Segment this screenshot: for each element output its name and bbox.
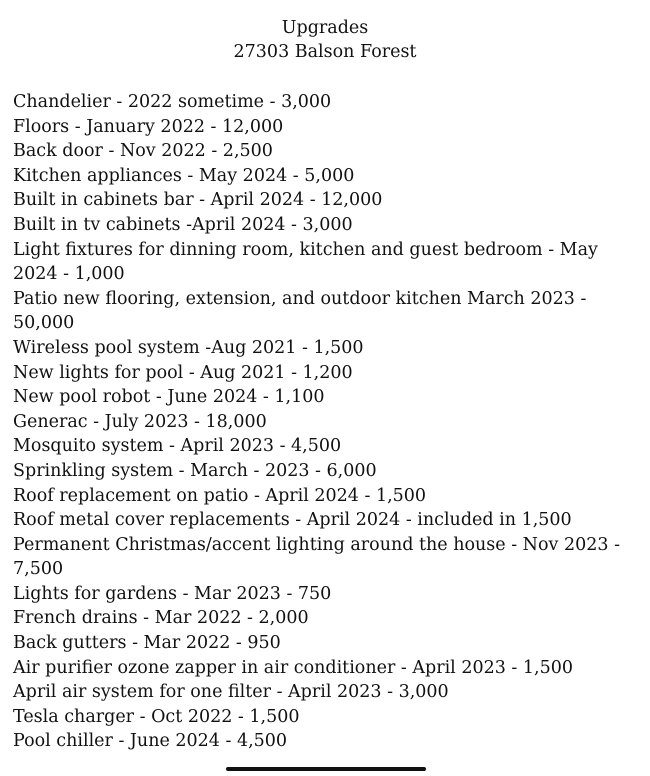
list-item: Kitchen appliances - May 2024 - 5,000 — [13, 165, 355, 186]
list-item: Lights for gardens - Mar 2023 - 750 — [13, 583, 332, 604]
property-address: 27303 Balson Forest — [233, 42, 417, 62]
list-item: Built in tv cabinets -April 2024 - 3,000 — [13, 214, 353, 235]
list-item: Wireless pool system -Aug 2021 - 1,500 — [13, 337, 364, 358]
list-item: Back door - Nov 2022 - 2,500 — [13, 141, 273, 162]
list-item: Tesla charger - Oct 2022 - 1,500 — [13, 706, 300, 727]
list-item: Permanent Christmas/accent lighting around the house - Nov 2023 - 7,500 — [13, 534, 620, 580]
list-item: New lights for pool - Aug 2021 - 1,200 — [13, 362, 353, 383]
list-item: Generac - July 2023 - 18,000 — [13, 411, 267, 432]
list-item: Air purifier ozone zapper in air conditioner - April 2023 - 1,500 — [13, 657, 574, 678]
list-item: Sprinkling system - March - 2023 - 6,000 — [13, 460, 377, 481]
document-header — [0, 16, 650, 64]
list-item: Built in cabinets bar - April 2024 - 12,000 — [13, 190, 383, 211]
list-item: Mosquito system - April 2023 - 4,500 — [13, 436, 342, 457]
upgrades-list — [13, 90, 637, 754]
list-item: Chandelier - 2022 sometime - 3,000 — [13, 92, 332, 112]
list-item: Roof metal cover replacements - April 2024 - included in 1,500 — [13, 510, 572, 531]
list-item: Floors - January 2022 - 12,000 — [13, 116, 284, 137]
document-title: Upgrades — [281, 18, 369, 38]
list-item: April air system for one filter - April 2023 - 3,000 — [13, 682, 449, 703]
list-item: Pool chiller - June 2024 - 4,500 — [13, 731, 288, 752]
list-item: French drains - Mar 2022 - 2,000 — [13, 608, 309, 629]
list-item: Light fixtures for dinning room, kitchen and guest bedroom - May 2024 - 1,000 — [13, 239, 598, 285]
list-item: New pool robot - June 2024 - 1,100 — [13, 387, 325, 408]
list-item: Patio new flooring, extension, and outdoor kitchen March 2023 - 50,000 — [13, 288, 587, 334]
list-item: Roof replacement on patio - April 2024 - 1,500 — [13, 485, 427, 506]
list-item: Back gutters - Mar 2022 - 950 — [13, 633, 281, 654]
home-indicator-bar[interactable] — [226, 767, 426, 771]
